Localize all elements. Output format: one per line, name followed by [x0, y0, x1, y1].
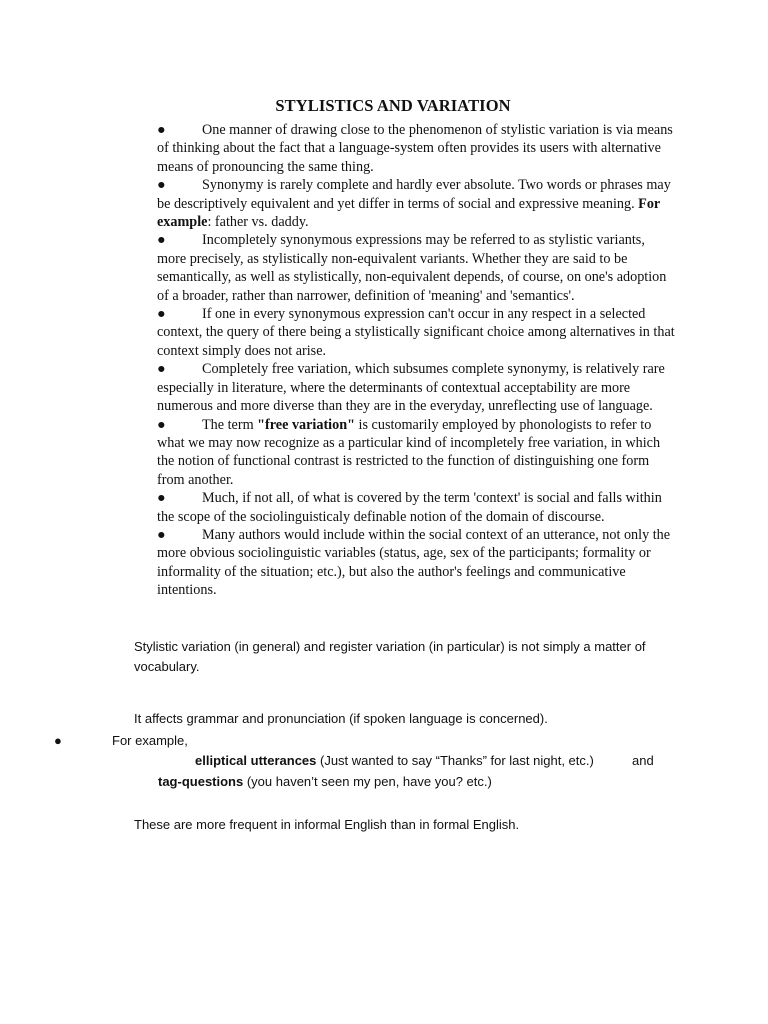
- list-item-text: Incompletely synonymous expressions may be referred to as stylistic variants, more precisely, as stylistically non-equivalent variants. Whether they are said to be semantically, as well as stylistically, non-equivalent depends, of course, on one's adoption of a broader, rather than narrower, definition of 'meaning' and 'semantics'.: [157, 232, 667, 304]
- list-item-text-before: The term: [202, 416, 258, 433]
- paragraph-informal-english: These are more frequent in informal English than in formal English.: [134, 817, 520, 832]
- list-item: [157, 526, 677, 600]
- example-intro: For example,: [112, 733, 188, 748]
- list-item: [157, 176, 677, 231]
- example-and: and: [632, 753, 654, 768]
- bullet-icon: ●: [54, 733, 62, 748]
- bullet-icon: ●: [157, 416, 166, 433]
- list-item-text: Completely free variation, which subsumes complete synonymy, is relatively rare especially in literature, where the determinants of contextual acceptability are more numerous and more diverse than they are in the everyday, unreflecting use of language.: [157, 361, 665, 415]
- list-item: [157, 360, 677, 415]
- paragraph-stylistic-variation: Stylistic variation (in general) and register variation (in particular) is not simply a matter of vocabulary.: [134, 639, 646, 674]
- bullet-icon: ●: [157, 232, 166, 249]
- list-item-text: One manner of drawing close to the phenomenon of stylistic variation is via means of thinking about the fact that a language-system often provides its users with alternative means of pronouncing the same thing.: [157, 122, 673, 175]
- example-text: (Just wanted to say “Thanks” for last night, etc.): [316, 753, 594, 768]
- bullet-list: [157, 121, 677, 600]
- bullet-icon: ●: [157, 361, 166, 378]
- bullet-icon: ●: [157, 490, 166, 507]
- list-item: [157, 231, 677, 305]
- list-item-text: Synonymy is rarely complete and hardly ever absolute. Two words or phrases may be descriptively equivalent and yet differ in terms of social and expressive meaning.: [157, 177, 671, 212]
- example-elliptical-utterances: [195, 751, 715, 771]
- bullet-icon: ●: [157, 306, 166, 323]
- example-tag-questions: [158, 772, 678, 792]
- list-item: [157, 121, 677, 176]
- list-item-text-after: is customarily employed by phonologists to refer to what we may now recognize as a particular kind of incompletely free variation, in which the notion of functional contrast is restricted to the function of distinguishing one form from another.: [157, 416, 661, 488]
- list-item-text: If one in every synonymous expression can't occur in any respect in a selected context, the query of there being a stylistically significant choice among alternatives in that context simply does not arise.: [157, 306, 675, 359]
- example-text: (you haven’t seen my pen, have you? etc.): [243, 774, 492, 789]
- list-item: [157, 305, 677, 360]
- bullet-icon: ●: [157, 177, 166, 194]
- document-title: STYLISTICS AND VARIATION: [275, 96, 511, 115]
- list-item-bold: "free variation": [257, 416, 355, 433]
- list-item-text: Many authors would include within the social context of an utterance, not only the more obvious sociolinguistic variables (status, age, sex of the participants; formality or informality of the situation; etc.), but also the author's feelings and communicative intentions.: [157, 526, 671, 599]
- example-term: tag-questions: [158, 774, 244, 789]
- bullet-icon: ●: [157, 122, 166, 138]
- paragraph-grammar-pronunciation: It affects grammar and pronunciation (if spoken language is concerned).: [134, 711, 548, 726]
- example-term: elliptical utterances: [195, 753, 317, 768]
- list-item: [157, 416, 677, 490]
- list-item-text-after: : father vs. daddy.: [207, 214, 309, 231]
- list-item: [157, 489, 677, 526]
- list-item-bold: For example: [157, 195, 660, 231]
- list-item-text: Much, if not all, of what is covered by the term 'context' is social and falls within the scope of the sociolinguisticaly definable notion of the domain of discourse.: [157, 490, 662, 525]
- bullet-icon: ●: [157, 526, 166, 543]
